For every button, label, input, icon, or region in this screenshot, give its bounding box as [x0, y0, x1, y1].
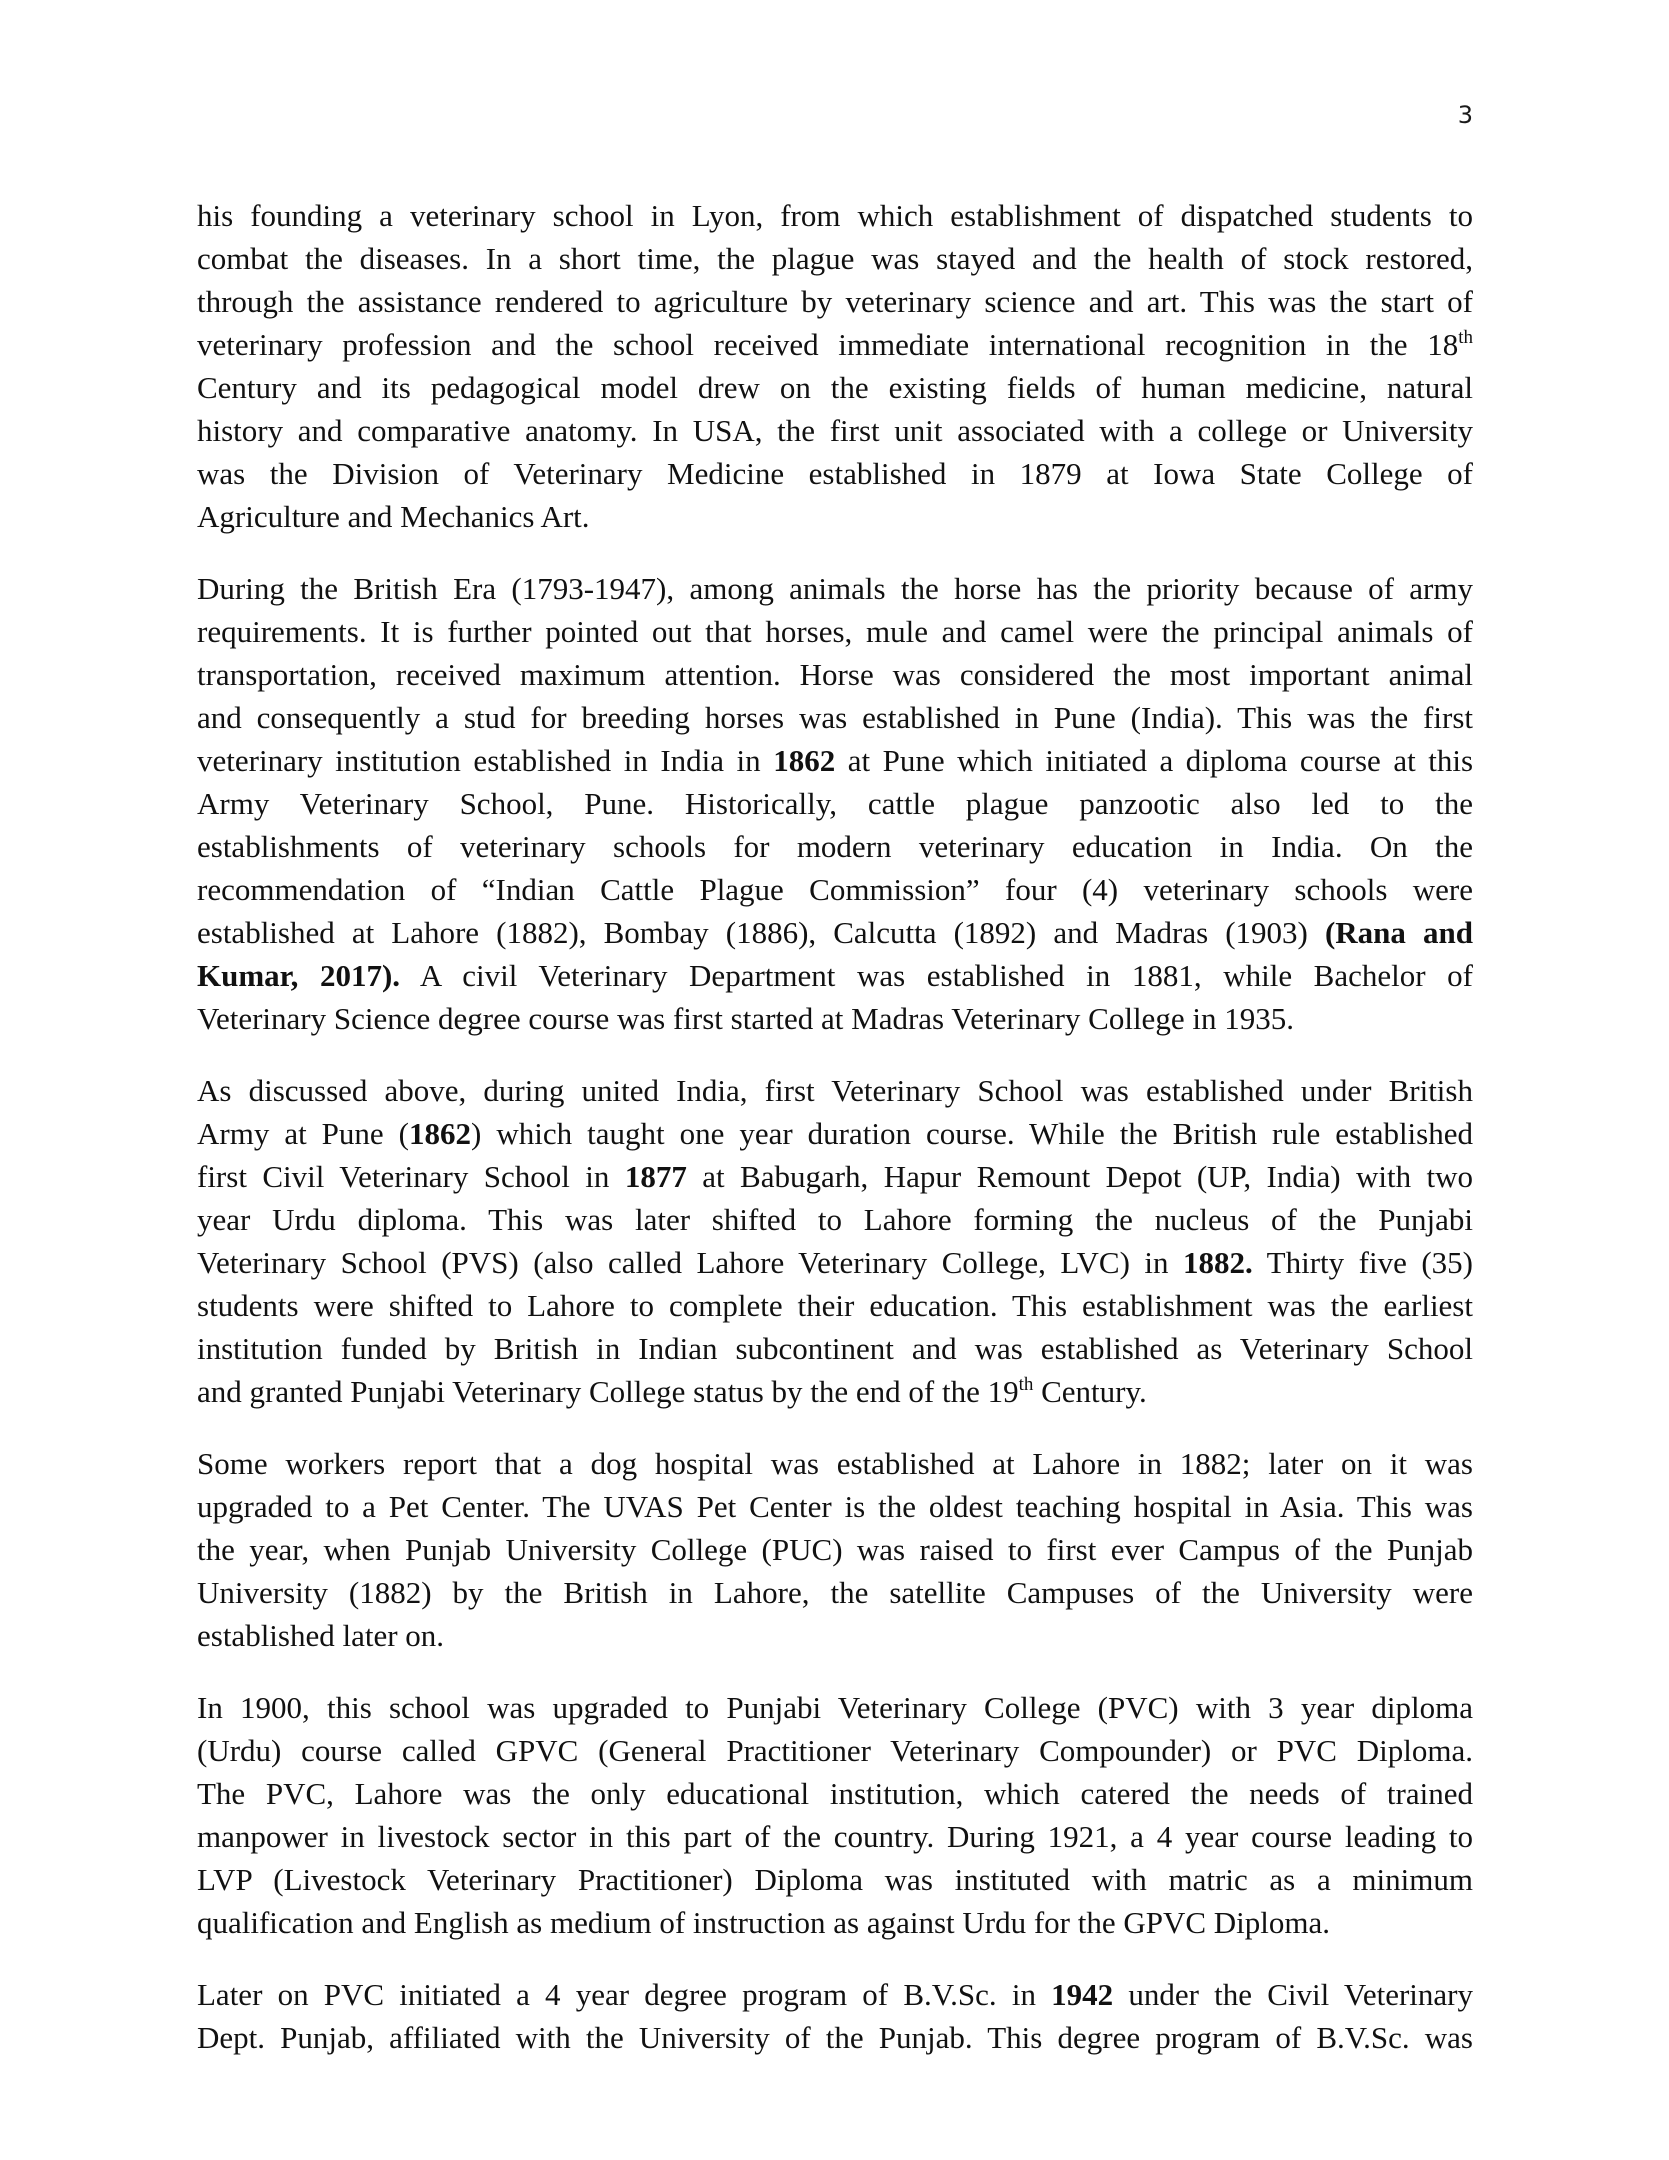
- text-segment: first Civil Veterinary School in: [197, 1159, 625, 1194]
- text-line: [197, 409, 1473, 452]
- text-line: [197, 194, 1473, 237]
- text-segment: was the Division of Veterinary Medicine established in 1879 at Iowa State College of: [197, 456, 1473, 491]
- text-line: [197, 567, 1473, 610]
- text-segment: transportation, received maximum attention. Horse was considered the most important animal: [197, 657, 1473, 692]
- text-segment: University (1882) by the British in Lahore, the satellite Campuses of the University were: [197, 1575, 1473, 1610]
- text-line: [197, 1858, 1473, 1901]
- text-segment: (Urdu) course called GPVC (General Practitioner Veterinary Compounder) or PVC Diploma.: [197, 1733, 1473, 1768]
- paragraph: [197, 1686, 1473, 1944]
- text-line: [197, 1973, 1473, 2016]
- text-line: [197, 1571, 1473, 1614]
- text-line: [197, 1442, 1473, 1485]
- bold-text: 1862: [409, 1116, 472, 1151]
- text-segment: Later on PVC initiated a 4 year degree program of B.V.Sc. in: [197, 1977, 1052, 2012]
- text-line: [197, 1155, 1473, 1198]
- text-segment: ) which taught one year duration course. While the British rule established: [471, 1116, 1473, 1151]
- text-line: [197, 1241, 1473, 1284]
- text-segment: his founding a veterinary school in Lyon, from which establishment of dispatched students to: [197, 198, 1473, 233]
- paragraph: [197, 1973, 1473, 2059]
- text-segment: Century.: [1033, 1374, 1147, 1409]
- text-segment: In 1900, this school was upgraded to Punjabi Veterinary College (PVC) with 3 year diploma: [197, 1690, 1473, 1725]
- text-segment: Army at Pune (: [197, 1116, 410, 1151]
- text-line: [197, 1528, 1473, 1571]
- text-line: [197, 610, 1473, 653]
- text-segment: through the assistance rendered to agriculture by veterinary science and art. This was the start of: [197, 284, 1473, 319]
- text-segment: history and comparative anatomy. In USA, the first unit associated with a college or University: [197, 413, 1473, 448]
- text-segment: During the British Era (1793-1947), among animals the horse has the priority because of army: [197, 571, 1473, 606]
- text-segment: The PVC, Lahore was the only educational institution, which catered the needs of trained: [197, 1776, 1473, 1811]
- text-segment: Thirty five (35): [1252, 1245, 1473, 1280]
- text-line: [197, 1112, 1473, 1155]
- text-line: [197, 1327, 1473, 1370]
- text-segment: veterinary institution established in India in: [197, 743, 774, 778]
- paragraph: [197, 567, 1473, 1040]
- text-line: [197, 1686, 1473, 1729]
- paragraph: [197, 1442, 1473, 1657]
- text-segment: recommendation of “Indian Cattle Plague Commission” four (4) veterinary schools were: [197, 872, 1473, 907]
- text-line: [197, 323, 1473, 366]
- text-segment: Veterinary School (PVS) (also called Lahore Veterinary College, LVC) in: [197, 1245, 1183, 1280]
- text-line: [197, 2016, 1473, 2059]
- text-segment: combat the diseases. In a short time, the plague was stayed and the health of stock restored,: [197, 241, 1473, 276]
- text-segment: LVP (Livestock Veterinary Practitioner) Diploma was instituted with matric as a minimum: [197, 1862, 1473, 1897]
- text-line: [197, 739, 1473, 782]
- text-line: [197, 653, 1473, 696]
- text-segment: at Babugarh, Hapur Remount Depot (UP, India) with two: [686, 1159, 1473, 1194]
- bold-text: 1862: [773, 743, 836, 778]
- page-number: 3: [1457, 101, 1473, 129]
- paragraph: [197, 194, 1473, 538]
- text-line: [197, 782, 1473, 825]
- text-line: [197, 1370, 1473, 1413]
- text-segment: Agriculture and Mechanics Art.: [197, 499, 590, 534]
- text-segment: established at Lahore (1882), Bombay (1886), Calcutta (1892) and Madras (1903): [197, 915, 1325, 950]
- text-segment: and consequently a stud for breeding horses was established in Pune (India). This was the first: [197, 700, 1473, 735]
- text-segment: manpower in livestock sector in this part of the country. During 1921, a 4 year course leading to: [197, 1819, 1473, 1854]
- text-segment: Some workers report that a dog hospital was established at Lahore in 1882; later on it was: [197, 1446, 1473, 1481]
- text-line: [197, 366, 1473, 409]
- text-segment: and granted Punjabi Veterinary College status by the end of the 19: [197, 1374, 1019, 1409]
- text-segment: Century and its pedagogical model drew on the existing fields of human medicine, natural: [197, 370, 1473, 405]
- text-segment: under the Civil Veterinary: [1113, 1977, 1473, 2012]
- text-line: [197, 1772, 1473, 1815]
- text-segment: year Urdu diploma. This was later shifted to Lahore forming the nucleus of the Punjabi: [197, 1202, 1473, 1237]
- text-segment: institution funded by British in Indian subcontinent and was established as Veterinary School: [197, 1331, 1473, 1366]
- text-line: [197, 1815, 1473, 1858]
- text-line: [197, 1069, 1473, 1112]
- text-line: [197, 495, 1473, 538]
- text-line: [197, 1901, 1473, 1944]
- text-segment: students were shifted to Lahore to complete their education. This establishment was the earliest: [197, 1288, 1473, 1323]
- superscript-ordinal: th: [1018, 1374, 1034, 1395]
- text-line: [197, 911, 1473, 954]
- text-line: [197, 280, 1473, 323]
- text-segment: Veterinary Science degree course was first started at Madras Veterinary College in 1935.: [197, 1001, 1294, 1036]
- text-segment: Army Veterinary School, Pune. Historically, cattle plague panzootic also led to the: [197, 786, 1473, 821]
- text-line: [197, 997, 1473, 1040]
- paragraph: [197, 1069, 1473, 1413]
- bold-text: 1882.: [1183, 1245, 1253, 1280]
- text-segment: Dept. Punjab, affiliated with the University of the Punjab. This degree program of B.V.Sc. was: [197, 2020, 1473, 2055]
- text-line: [197, 1485, 1473, 1528]
- text-line: [197, 825, 1473, 868]
- text-segment: A civil Veterinary Department was established in 1881, while Bachelor of: [400, 958, 1473, 993]
- text-line: [197, 954, 1473, 997]
- text-segment: at Pune which initiated a diploma course at this: [835, 743, 1474, 778]
- text-segment: veterinary profession and the school received immediate international recognition in the 18: [197, 327, 1459, 362]
- text-line: [197, 868, 1473, 911]
- text-segment: establishments of veterinary schools for modern veterinary education in India. On the: [197, 829, 1473, 864]
- bold-text: Kumar, 2017).: [197, 958, 401, 993]
- text-line: [197, 1729, 1473, 1772]
- text-line: [197, 452, 1473, 495]
- text-line: [197, 696, 1473, 739]
- document-body: [197, 194, 1473, 2088]
- text-segment: qualification and English as medium of instruction as against Urdu for the GPVC Diploma.: [197, 1905, 1331, 1940]
- text-line: [197, 237, 1473, 280]
- text-segment: established later on.: [197, 1618, 445, 1653]
- bold-text: 1942: [1051, 1977, 1114, 2012]
- text-line: [197, 1198, 1473, 1241]
- text-line: [197, 1614, 1473, 1657]
- text-line: [197, 1284, 1473, 1327]
- text-segment: requirements. It is further pointed out that horses, mule and camel were the principal animals of: [197, 614, 1473, 649]
- bold-text: (Rana and: [1324, 915, 1473, 950]
- superscript-ordinal: th: [1458, 327, 1473, 348]
- text-segment: As discussed above, during united India, first Veterinary School was established under British: [197, 1073, 1473, 1108]
- bold-text: 1877: [624, 1159, 687, 1194]
- text-segment: the year, when Punjab University College (PUC) was raised to first ever Campus of the Punjab: [197, 1532, 1473, 1567]
- text-segment: upgraded to a Pet Center. The UVAS Pet Center is the oldest teaching hospital in Asia. This was: [197, 1489, 1473, 1524]
